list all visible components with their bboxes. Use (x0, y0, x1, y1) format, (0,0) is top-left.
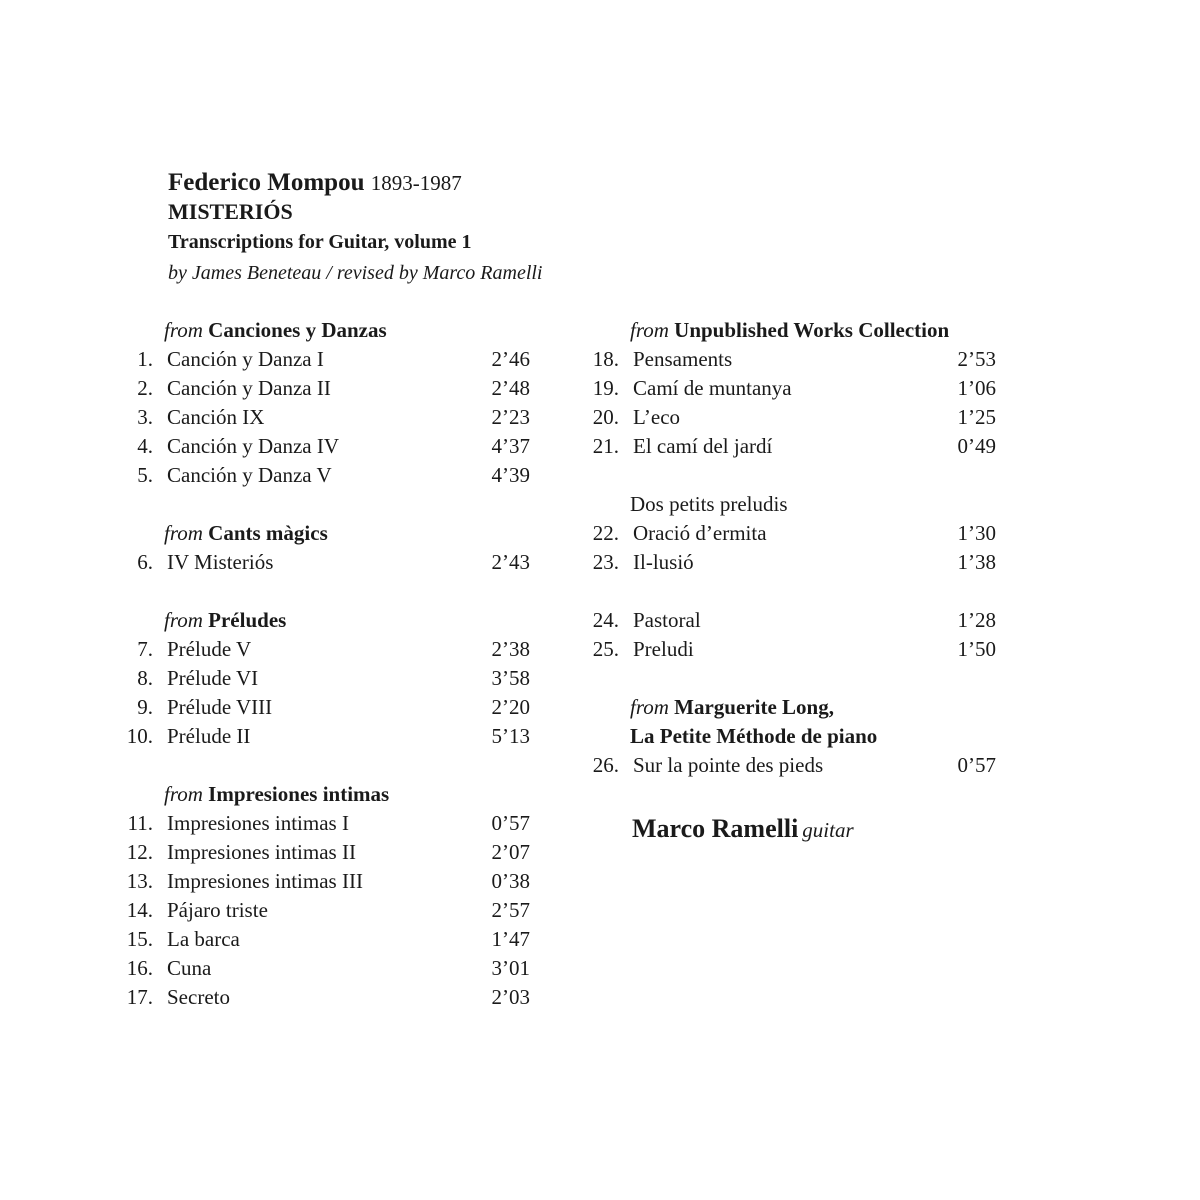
track-row (110, 461, 530, 490)
section-from-label: from (164, 608, 203, 632)
track-duration: 0’38 (491, 869, 530, 893)
track-title: Prélude VI (167, 666, 259, 690)
track-number: 3. (137, 405, 153, 429)
track-title: Prélude V (167, 637, 252, 661)
track-title: Pájaro triste (167, 898, 268, 922)
track-row (110, 374, 530, 403)
track-duration: 2’38 (491, 637, 530, 661)
track-row (110, 983, 530, 1012)
track-row (110, 867, 530, 896)
track-row (110, 954, 530, 983)
track-duration: 1’47 (491, 927, 530, 951)
track-duration: 2’57 (491, 898, 530, 922)
track-title: Canción y Danza I (167, 347, 324, 371)
track-duration: 2’46 (491, 347, 530, 371)
track-row (576, 432, 996, 461)
track-number: 17. (126, 985, 153, 1009)
track-title: Cuna (167, 956, 212, 980)
track-number: 18. (592, 347, 619, 371)
track-number: 13. (126, 869, 153, 893)
track-row (110, 635, 530, 664)
track-title: Preludi (633, 637, 694, 661)
track-number: 21. (592, 434, 619, 458)
track-number: 25. (592, 637, 619, 661)
track-row (110, 403, 530, 432)
track-title: Oració d’ermita (633, 521, 767, 545)
section-work-title: Canciones y Danzas (208, 318, 387, 342)
track-section (576, 693, 996, 780)
track-row (110, 664, 530, 693)
track-row (110, 722, 530, 751)
track-duration: 3’58 (491, 666, 530, 690)
track-row (576, 345, 996, 374)
track-duration: 2’20 (491, 695, 530, 719)
track-row (110, 809, 530, 838)
album-title: MISTERIÓS (168, 199, 293, 224)
track-title: Secreto (167, 985, 230, 1009)
track-duration: 4’37 (491, 434, 530, 458)
track-number: 16. (126, 956, 153, 980)
track-row (576, 374, 996, 403)
track-section (576, 606, 996, 664)
section-from-label: from (164, 782, 203, 806)
track-number: 9. (137, 695, 153, 719)
tracklist-left-column (110, 316, 530, 1041)
track-duration: 2’48 (491, 376, 530, 400)
track-number: 8. (137, 666, 153, 690)
track-row (110, 432, 530, 461)
performer-name: Marco Ramelli (632, 814, 799, 843)
section-from-label: from (630, 318, 669, 342)
track-number: 5. (137, 463, 153, 487)
track-title: Impresiones intimas II (167, 840, 356, 864)
section-work-title: Marguerite Long, (674, 695, 834, 719)
track-number: 7. (137, 637, 153, 661)
composer-line (168, 168, 868, 198)
composer-years: 1893-1987 (370, 171, 462, 195)
track-title: Canción IX (167, 405, 265, 429)
track-number: 10. (126, 724, 153, 748)
track-title: Impresiones intimas I (167, 811, 349, 835)
track-duration: 2’43 (491, 550, 530, 574)
track-row (576, 606, 996, 635)
section-work-title: Cants màgics (208, 521, 328, 545)
track-row (576, 751, 996, 780)
section-work-title: Préludes (208, 608, 287, 632)
performer-credit (576, 809, 996, 849)
track-duration: 0’57 (957, 753, 996, 777)
section-heading (110, 519, 530, 548)
track-number: 15. (126, 927, 153, 951)
tracklist-right-column (576, 316, 996, 849)
track-number: 1. (137, 347, 153, 371)
section-heading-plain: Dos petits preludis (630, 492, 788, 516)
track-title: Canción y Danza II (167, 376, 331, 400)
performer-instrument: guitar (802, 818, 854, 842)
track-title: Pensaments (633, 347, 733, 371)
track-duration: 1’38 (957, 550, 996, 574)
track-row (110, 838, 530, 867)
album-subtitle: Transcriptions for Guitar, volume 1 (168, 231, 472, 253)
track-title: Pastoral (633, 608, 701, 632)
track-row (576, 519, 996, 548)
track-row (110, 345, 530, 374)
track-number: 12. (126, 840, 153, 864)
section-work-title: Impresiones intimas (208, 782, 390, 806)
track-section (576, 490, 996, 577)
composer-name: Federico Mompou (168, 169, 365, 196)
section-heading (110, 606, 530, 635)
track-number: 19. (592, 376, 619, 400)
track-number: 4. (137, 434, 153, 458)
track-duration: 2’53 (957, 347, 996, 371)
track-duration: 2’07 (491, 840, 530, 864)
track-title: Prélude VIII (167, 695, 273, 719)
section-from-label: from (630, 695, 669, 719)
track-number: 23. (592, 550, 619, 574)
section-work-title: Unpublished Works Collection (674, 318, 950, 342)
track-section (110, 780, 530, 1012)
track-section (110, 316, 530, 490)
track-duration: 4’39 (491, 463, 530, 487)
track-duration: 0’49 (957, 434, 996, 458)
track-duration: 3’01 (491, 956, 530, 980)
track-number: 2. (137, 376, 153, 400)
track-row (110, 925, 530, 954)
arranger-credit: by James Beneteau / revised by Marco Ramelli (168, 262, 543, 284)
track-number: 24. (592, 608, 619, 632)
track-title: Canción y Danza IV (167, 434, 340, 458)
track-title: IV Misteriós (167, 550, 274, 574)
track-title: La barca (167, 927, 240, 951)
section-heading (110, 780, 530, 809)
track-title: Prélude II (167, 724, 251, 748)
track-duration: 1’30 (957, 521, 996, 545)
track-number: 20. (592, 405, 619, 429)
section-heading (576, 316, 996, 345)
track-row (576, 548, 996, 577)
album-header (168, 168, 868, 288)
track-row (110, 693, 530, 722)
track-title: Il-lusió (633, 550, 694, 574)
section-from-label: from (164, 521, 203, 545)
section-heading (576, 693, 996, 722)
track-number: 6. (137, 550, 153, 574)
section-heading-continued (576, 722, 996, 751)
track-title: Impresiones intimas III (167, 869, 363, 893)
track-title: L’eco (633, 405, 681, 429)
track-title: Sur la pointe des pieds (633, 753, 824, 777)
track-title: Canción y Danza V (167, 463, 332, 487)
track-duration: 5’13 (491, 724, 530, 748)
track-number: 11. (127, 811, 153, 835)
track-row (110, 548, 530, 577)
track-section (110, 606, 530, 751)
track-duration: 1’50 (957, 637, 996, 661)
section-work-title-line2: La Petite Méthode de piano (630, 724, 878, 748)
track-number: 22. (592, 521, 619, 545)
track-title: Camí de muntanya (633, 376, 792, 400)
track-title: El camí del jardí (633, 434, 773, 458)
track-duration: 1’28 (957, 608, 996, 632)
section-heading (110, 316, 530, 345)
track-number: 26. (592, 753, 619, 777)
track-duration: 1’06 (957, 376, 996, 400)
track-row (110, 896, 530, 925)
track-section (576, 316, 996, 461)
track-number: 14. (126, 898, 153, 922)
track-section (110, 519, 530, 577)
track-duration: 2’23 (491, 405, 530, 429)
track-row (576, 403, 996, 432)
track-row (576, 635, 996, 664)
track-duration: 2’03 (491, 985, 530, 1009)
track-duration: 0’57 (491, 811, 530, 835)
section-from-label: from (164, 318, 203, 342)
track-duration: 1’25 (957, 405, 996, 429)
